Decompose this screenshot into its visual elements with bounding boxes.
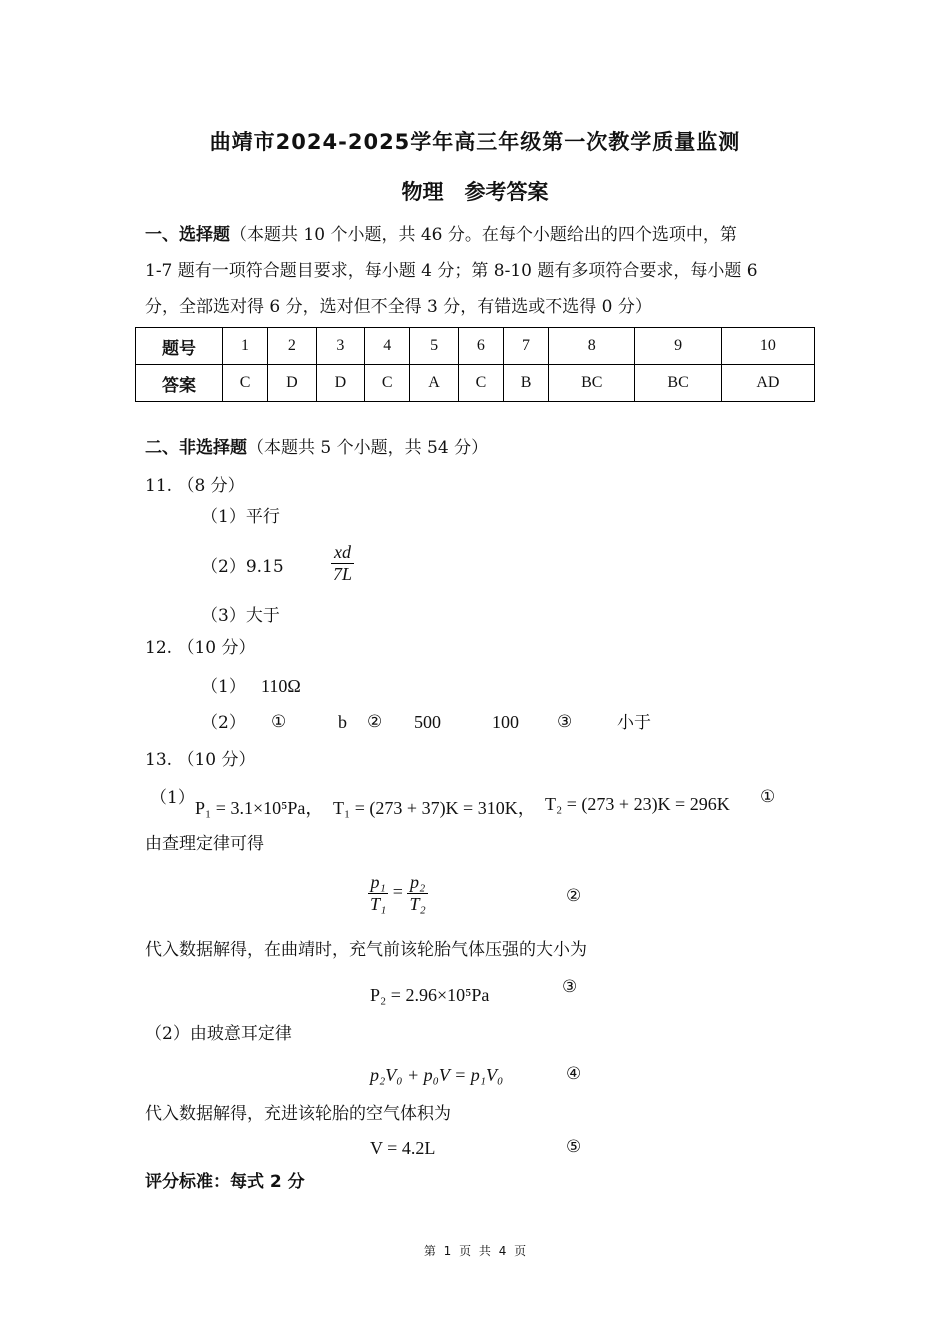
document-subtitle: 物理 参考答案 — [401, 180, 549, 204]
table-cell: 4 — [365, 328, 410, 365]
answer-table — [135, 327, 815, 402]
table-row — [136, 328, 815, 365]
q12-part1-value: 110Ω — [261, 676, 301, 696]
q13-grading: 评分标准：每式 2 分 — [145, 1172, 305, 1192]
section1-intro — [145, 225, 737, 245]
section2-intro — [145, 438, 488, 458]
q12-item: 100 — [492, 712, 519, 732]
table-cell: A — [410, 365, 459, 402]
q12-item: b — [338, 712, 347, 732]
table-cell: 6 — [458, 328, 503, 365]
q13-eq4: p₂V₀ + p₀V = p₁V₀ — [370, 1065, 504, 1085]
q12-item: ② — [367, 712, 383, 732]
q13-label: 13. （10 分） — [145, 750, 256, 770]
table-header-number: 题号 — [136, 328, 223, 365]
table-cell: BC — [635, 365, 721, 402]
q13-eq2: $\frac{\text{p₁}}{\text{T₁}}$ = $\frac{\text{p₂}}{\text{T₂}}$ — [370, 872, 426, 914]
table-cell: 9 — [635, 328, 721, 365]
q12-item: 小于 — [617, 713, 651, 733]
q12-label: 12. （10 分） — [145, 638, 256, 658]
q13-eq2-den2: T₂ — [409, 894, 426, 914]
section2-heading: 二、非选择题 — [145, 438, 247, 458]
q13-eq1-mark: ① — [760, 787, 776, 807]
q11-part3: （3）大于 — [201, 606, 280, 626]
q13-text1: 由查理定律可得 — [145, 834, 264, 854]
q12-part1-label: （1） — [201, 677, 246, 697]
table-header-answer: 答案 — [136, 365, 223, 402]
q13-eq2-num1: p₁ — [368, 872, 388, 894]
q13-text3: 代入数据解得，充进该轮胎的空气体积为 — [145, 1104, 451, 1124]
table-row — [136, 365, 815, 402]
section1-desc-line1: （本题共 10 个小题，共 46 分。在每个小题给出的四个选项中，第 — [230, 225, 737, 245]
q13-eq2-mark: ② — [566, 886, 582, 906]
section1-heading: 一、选择题 — [145, 225, 230, 245]
q11-frac-num: xd — [331, 542, 354, 564]
q11-part2: （2）9.15 — [201, 557, 284, 577]
table-cell: D — [316, 365, 365, 402]
section2-desc: （本题共 5 个小题，共 54 分） — [247, 438, 489, 458]
page-footer: 第 1 页 共 4 页 — [423, 1244, 527, 1258]
table-cell: C — [458, 365, 503, 402]
document-title: 曲靖市2024-2025学年高三年级第一次教学质量监测 — [209, 130, 741, 154]
q13-eq5: V = 4.2L — [370, 1138, 436, 1158]
q11-frac-den: 7L — [333, 564, 353, 584]
q13-eq3: P₂ = 2.96×10⁵Pa — [370, 985, 490, 1005]
table-cell: 8 — [549, 328, 635, 365]
table-cell: C — [365, 365, 410, 402]
table-cell: AD — [721, 365, 814, 402]
q13-eq4-mark: ④ — [566, 1064, 582, 1084]
section1-desc-line3: 分，全部选对得 6 分，选对但不全得 3 分，有错选或不选得 0 分） — [145, 297, 652, 317]
q13-text2: 代入数据解得，在曲靖时，充气前该轮胎气体压强的大小为 — [145, 940, 587, 960]
table-cell: D — [268, 365, 317, 402]
q11-label: 11. （8 分） — [145, 476, 245, 496]
q11-fraction — [331, 542, 354, 585]
q12-item: ③ — [557, 712, 573, 732]
table-cell: B — [503, 365, 548, 402]
q13-eq5-mark: ⑤ — [566, 1137, 582, 1157]
section1-desc-line2: 1-7 题有一项符合题目要求，每小题 4 分；第 8-10 题有多项符合要求，每小题 6 — [145, 261, 758, 281]
q13-eq1-c: T₂ = (273 + 23)K = 296K — [545, 794, 730, 814]
table-cell: 5 — [410, 328, 459, 365]
q13-eq1-a: P₁ = 3.1×10⁵Pa， — [195, 798, 324, 818]
q13-eq2-num2: p₂ — [407, 872, 427, 894]
table-cell: 1 — [223, 328, 268, 365]
q12-item: 500 — [414, 712, 441, 732]
q13-eq1-b: T₁ = (273 + 37)K = 310K， — [333, 798, 536, 818]
q13-eq2-den1: T₁ — [370, 894, 387, 914]
table-cell: 3 — [316, 328, 365, 365]
table-cell: 7 — [503, 328, 548, 365]
table-cell: BC — [549, 365, 635, 402]
q13-part2-text: （2）由玻意耳定律 — [145, 1024, 292, 1044]
q12-item: ① — [271, 712, 287, 732]
q13-part1-label: （1） — [150, 788, 195, 808]
q12-part2-label: （2） — [201, 713, 246, 733]
q13-eq3-mark: ③ — [562, 977, 578, 997]
table-cell: 10 — [721, 328, 814, 365]
q11-part1: （1）平行 — [201, 507, 280, 527]
table-cell: C — [223, 365, 268, 402]
table-cell: 2 — [268, 328, 317, 365]
